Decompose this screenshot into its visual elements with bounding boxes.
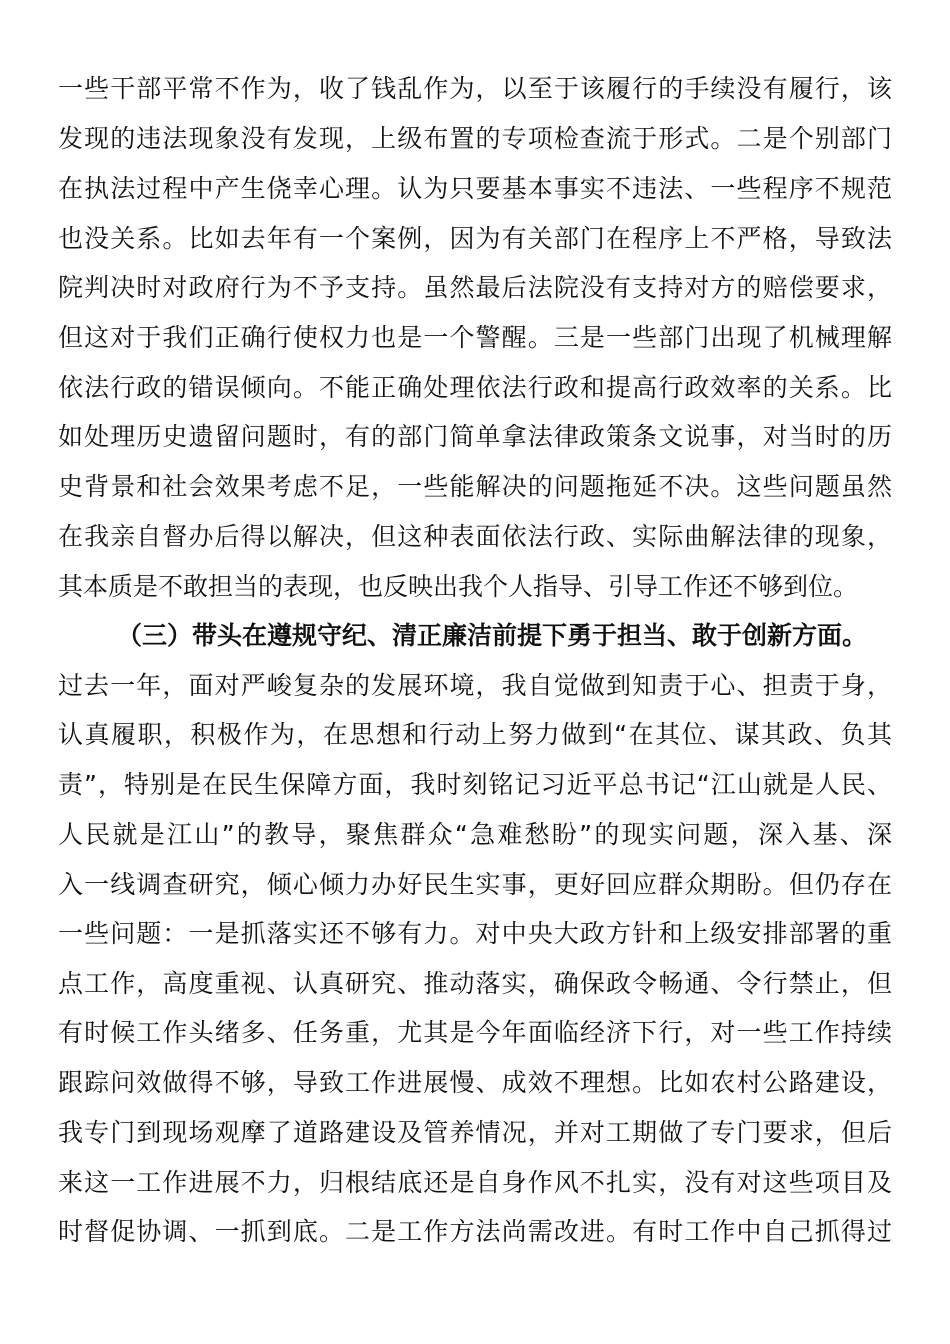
text-line: 人民就是江山”的教导，聚焦群众“急难愁盼”的现实问题，深入基、深: [58, 820, 892, 849]
text-line: 在执法过程中产生侥幸心理。认为只要基本事实不违法、一些程序不规范: [58, 174, 892, 203]
text-line: 责”，特别是在民生保障方面，我时刻铭记习近平总书记“江山就是人民、: [58, 770, 892, 799]
text-line: 如处理历史遗留问题时，有的部门简单拿法律政策条文说事，对当时的历: [58, 422, 892, 451]
text-line: 发现的违法现象没有发现，上级布置的专项检查流于形式。二是个别部门: [58, 124, 892, 153]
text-line: 有时候工作头绪多、任务重，尤其是今年面临经济下行，对一些工作持续: [58, 1018, 892, 1047]
section-heading: （三）带头在遵规守纪、清正廉洁前提下勇于担当、敢于创新方面。: [117, 621, 868, 650]
text-line: 在我亲自督办后得以解决，但这种表面依法行政、实际曲解法律的现象，: [58, 522, 892, 551]
text-line: 来这一工作进展不力，归根结底还是自身作风不扎实，没有对这些项目及: [58, 1168, 892, 1197]
text-line: 其本质是不敢担当的表现，也反映出我个人指导、引导工作还不够到位。: [58, 572, 859, 601]
text-line: 也没关系。比如去年有一个案例，因为有关部门在程序上不严格，导致法: [58, 224, 892, 253]
text-line: 史背景和社会效果考虑不足，一些能解决的问题拖延不决。这些问题虽然: [58, 472, 892, 501]
text-line: 但这对于我们正确行使权力也是一个警醒。三是一些部门出现了机械理解: [58, 323, 892, 352]
text-line: 认真履职，积极作为，在思想和行动上努力做到“在其位、谋其政、负其: [58, 720, 892, 749]
text-line: 跟踪问效做得不够，导致工作进展慢、成效不理想。比如农村公路建设，: [58, 1068, 892, 1097]
text-line: 入一线调查研究，倾心倾力办好民生实事，更好回应群众期盼。但仍存在: [58, 870, 892, 899]
text-line: 过去一年，面对严峻复杂的发展环境，我自觉做到知责于心、担责于身，: [58, 671, 892, 700]
text-line: 依法行政的错误倾向。不能正确处理依法行政和提高行政效率的关系。比: [58, 373, 892, 402]
text-line: 我专门到现场观摩了道路建设及管养情况，并对工期做了专门要求，但后: [58, 1118, 892, 1147]
text-line: 点工作，高度重视、认真研究、推动落实，确保政令畅通、令行禁止，但: [58, 969, 892, 998]
text-line: 一些问题：一是抓落实还不够有力。对中央大政方针和上级安排部署的重: [58, 919, 892, 948]
text-line: 院判决时对政府行为不予支持。虽然最后法院没有支持对方的赔偿要求，: [58, 273, 892, 302]
text-line: 一些干部平常不作为，收了钱乱作为，以至于该履行的手续没有履行，该: [58, 74, 892, 103]
text-line: 时督促协调、一抓到底。二是工作方法尚需改进。有时工作中自己抓得过: [58, 1217, 892, 1246]
